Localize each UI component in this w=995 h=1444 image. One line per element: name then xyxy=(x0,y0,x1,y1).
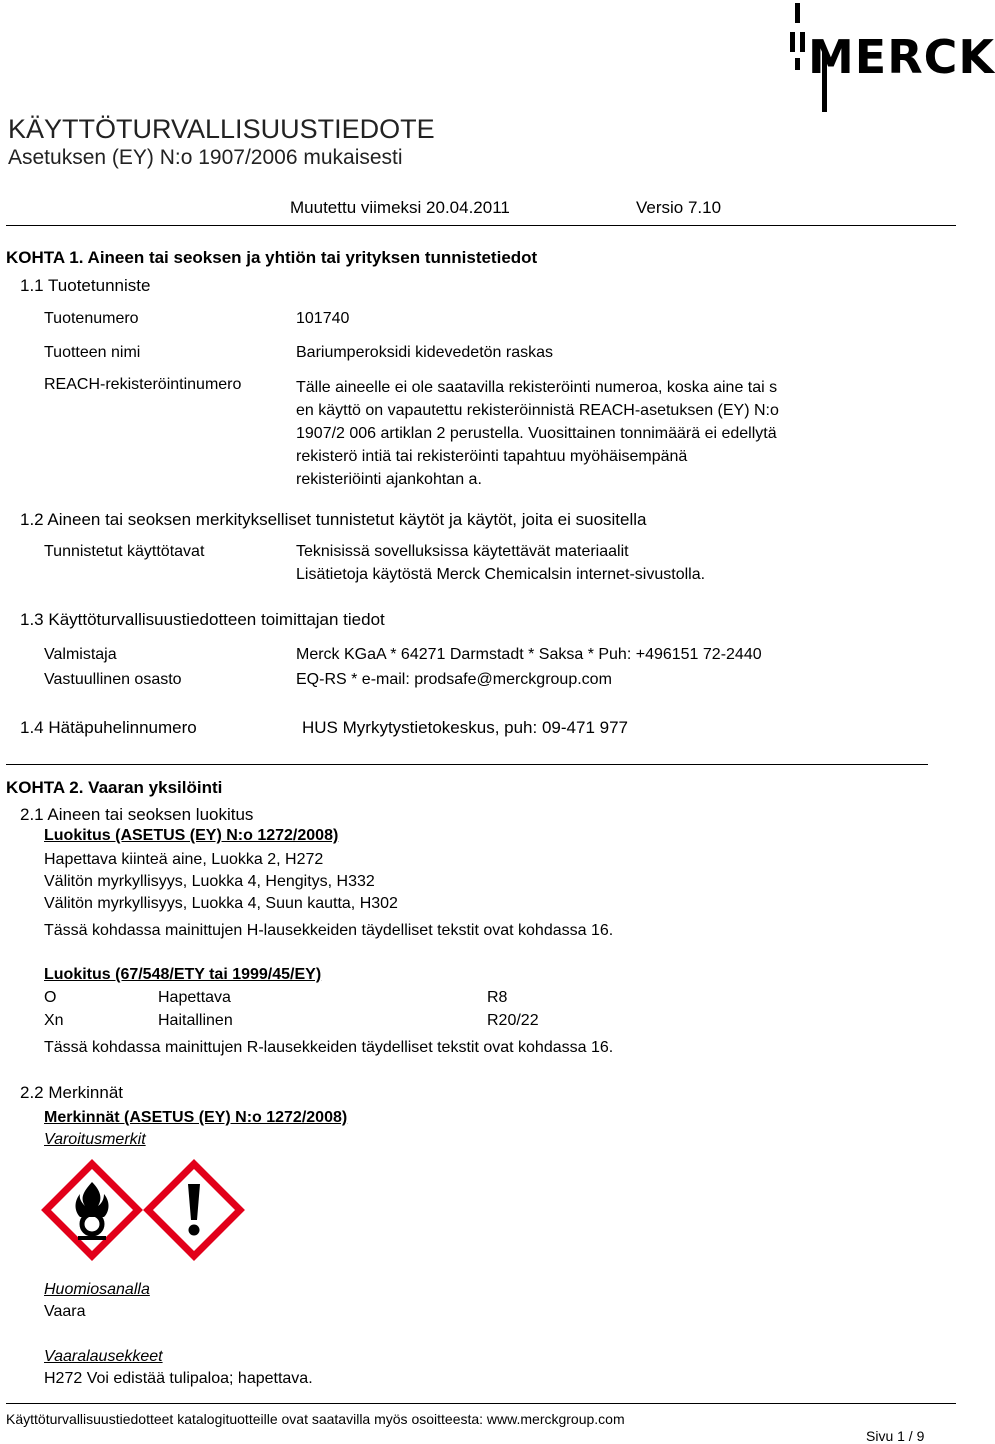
uses-label: Tunnistetut käyttötavat xyxy=(44,543,205,560)
clp-classification-heading: Luokitus (ASETUS (EY) N:o 1272/2008) xyxy=(44,827,339,844)
manufacturer-value: Merck KGaA * 64271 Darmstadt * Saksa * Puh: +496151 72-2440 xyxy=(296,646,762,663)
s11-heading: 1.1 Tuotetunniste xyxy=(20,276,151,295)
s12-heading: 1.2 Aineen tai seoksen merkitykselliset tunnistetut käytöt ja käytöt, joita ei suositella xyxy=(20,510,647,529)
hazard-statements-label: Vaaralausekkeet xyxy=(44,1348,163,1365)
reach-line: en käyttö on vapautettu rekisteröinnistä REACH-asetuksen (EY) N:o xyxy=(296,402,779,419)
clp-class-item: Hapettava kiinteä aine, Luokka 2, H272 xyxy=(44,851,324,868)
product-name-label: Tuotteen nimi xyxy=(44,344,141,361)
reach-line: Tälle aineelle ei ole saatavilla rekisteröinti numeroa, koska aine tai s xyxy=(296,379,778,396)
product-name-value: Bariumperoksidi kidevedetön raskas xyxy=(296,344,554,361)
oxidizer-pictogram xyxy=(42,1160,142,1260)
flame-over-circle-icon xyxy=(42,1160,142,1260)
dsd-risk: R20/22 xyxy=(487,1012,539,1029)
signal-word-value: Vaara xyxy=(44,1303,86,1320)
reach-line: rekisterö intiä tai rekisteröinti tapahtuu myöhäisempänä xyxy=(296,448,688,465)
dsd-name: Haitallinen xyxy=(158,1012,233,1029)
s21-heading: 2.1 Aineen tai seoksen luokitus xyxy=(20,805,254,824)
clp-note: Tässä kohdassa mainittujen H-lausekkeiden täydelliset tekstit ovat kohdassa 16. xyxy=(44,922,614,939)
dsd-risk: R8 xyxy=(487,989,508,1006)
uses-line1: Teknisissä sovelluksissa käytettävät materiaalit xyxy=(296,543,629,560)
manufacturer-label: Valmistaja xyxy=(44,646,117,663)
clp-classification-list xyxy=(44,849,398,915)
product-number-label: Tuotenumero xyxy=(44,310,139,327)
uses-line2: Lisätietoja käytöstä Merck Chemicalsin internet-sivustolla. xyxy=(296,566,706,583)
dsd-name: Hapettava xyxy=(158,989,231,1006)
reach-line: 1907/2 006 artiklan 2 perustella. Vuosittainen tonnimäärä ei edellytä xyxy=(296,425,777,442)
dsd-code: Xn xyxy=(44,1012,64,1029)
department-value: EQ-RS * e-mail: prodsafe@merckgroup.com xyxy=(296,671,612,688)
product-number-value: 101740 xyxy=(296,310,350,327)
pictograms-label: Varoitusmerkit xyxy=(44,1131,146,1148)
page-number: Sivu 1 / 9 xyxy=(866,1428,925,1444)
section-divider xyxy=(6,764,928,765)
signal-word-label: Huomiosanalla xyxy=(44,1281,150,1298)
section1-heading: KOHTA 1. Aineen tai seoksen ja yhtiön tai yrityksen tunnistetiedot xyxy=(6,248,538,267)
document-subtitle: Asetuksen (EY) N:o 1907/2006 mukaisesti xyxy=(8,146,403,169)
dsd-classification-heading: Luokitus (67/548/ETY tai 1999/45/EY) xyxy=(44,966,322,983)
header-divider xyxy=(6,225,956,226)
emergency-phone: HUS Myrkytystietokeskus, puh: 09-471 977 xyxy=(302,718,628,737)
section2-heading: KOHTA 2. Vaaran yksilöinti xyxy=(6,778,223,797)
document-title: KÄYTTÖTURVALLISUUSTIEDOTE xyxy=(8,114,435,144)
reach-label: REACH-rekisteröintinumero xyxy=(44,376,242,393)
dsd-code: O xyxy=(44,989,57,1006)
clp-class-item: Välitön myrkyllisyys, Luokka 4, Hengitys, H332 xyxy=(44,873,375,890)
hazard-statement: H272 Voi edistää tulipaloa; hapettava. xyxy=(44,1370,313,1387)
footer-note: Käyttöturvallisuustiedotteet katalogituotteille ovat saatavilla myös osoitteesta: www.merckgroup.com xyxy=(6,1411,625,1427)
exclamation-mark-icon xyxy=(144,1160,244,1260)
s22-heading: 2.2 Merkinnät xyxy=(20,1083,123,1102)
s13-heading: 1.3 Käyttöturvallisuustiedotteen toimittajan tiedot xyxy=(20,610,385,629)
labelling-heading: Merkinnät (ASETUS (EY) N:o 1272/2008) xyxy=(44,1109,348,1126)
reach-line: rekisteriöinti ajankohtan a. xyxy=(296,471,482,488)
dsd-note: Tässä kohdassa mainittujen R-lausekkeiden täydelliset tekstit ovat kohdassa 16. xyxy=(44,1039,614,1056)
version: Versio 7.10 xyxy=(636,198,722,217)
revision-date: Muutettu viimeksi 20.04.2011 xyxy=(290,198,510,217)
merck-logo-text: MERCK xyxy=(808,30,995,84)
reach-text xyxy=(296,376,779,491)
footer-divider xyxy=(6,1403,956,1404)
s14-heading: 1.4 Hätäpuhelinnumero xyxy=(20,718,197,737)
clp-class-item: Välitön myrkyllisyys, Luokka 4, Suun kautta, H302 xyxy=(44,895,398,912)
exclamation-pictogram xyxy=(144,1160,244,1260)
department-label: Vastuullinen osasto xyxy=(44,671,182,688)
